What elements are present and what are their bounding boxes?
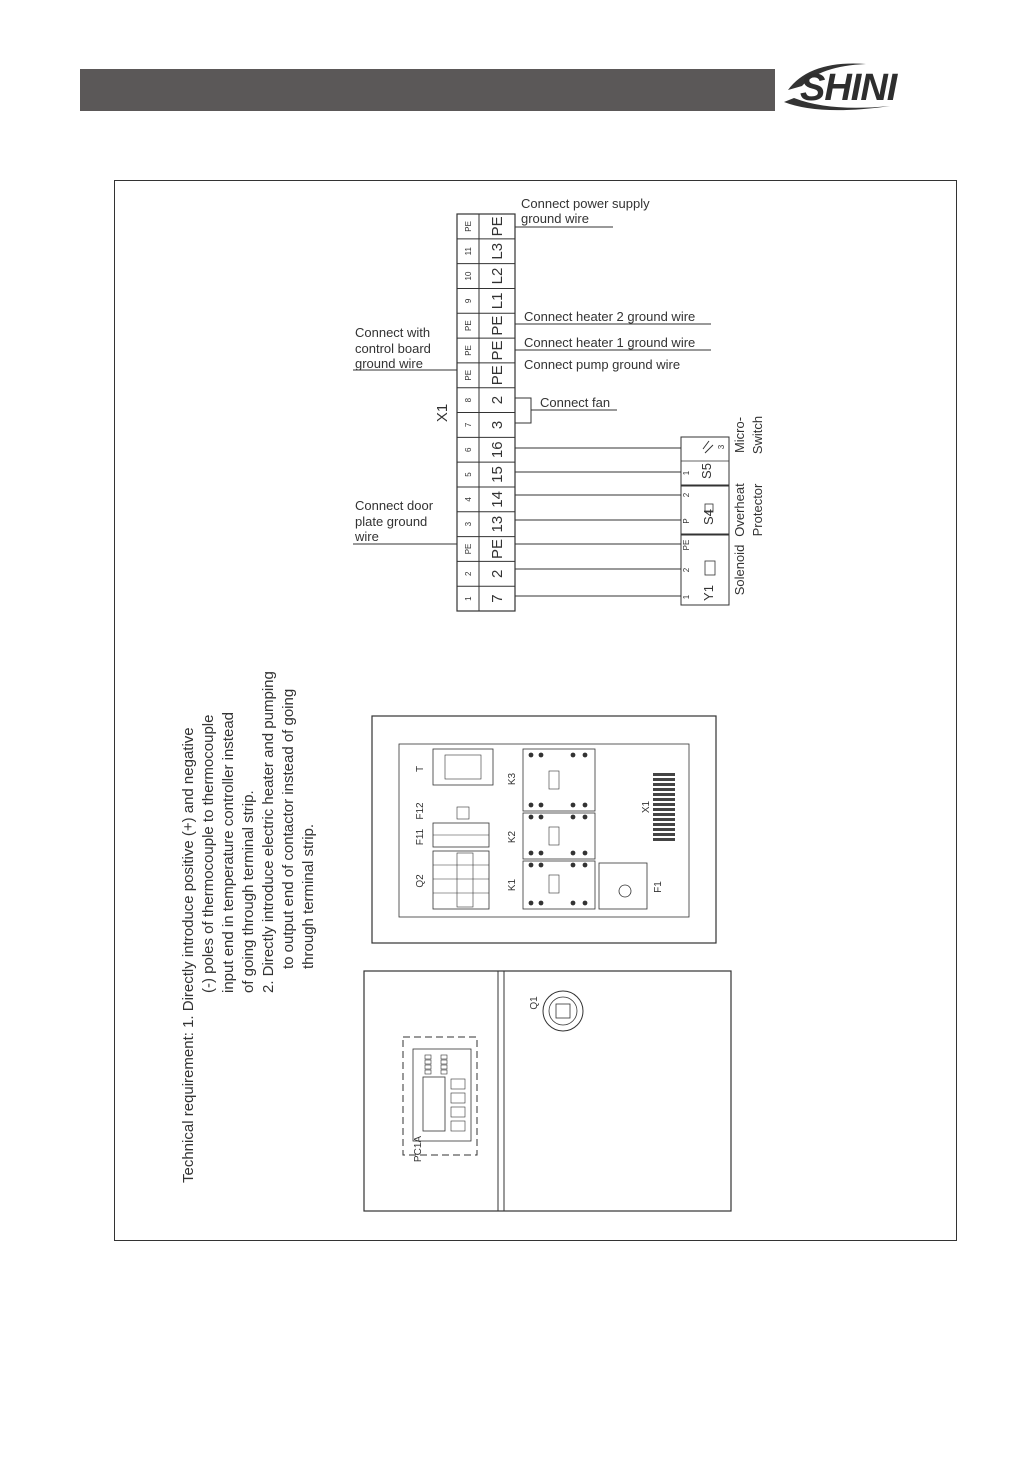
control-board-line2: control board [355,341,431,356]
screw-terminal-icon [529,863,534,868]
screw-terminal-icon [583,851,588,856]
s5-name-line2: Switch [750,415,765,455]
controller-key-icon [451,1107,465,1117]
panel-label-q2: Q2 [415,874,426,888]
terminal-block-slot-icon [653,813,675,816]
panel-label-f1: F1 [653,881,664,893]
terminal-wire-label: L3 [489,242,506,260]
power-ground-annotation [515,196,650,227]
screw-terminal-icon [539,753,544,758]
panel-label-k1: K1 [507,878,518,892]
tech-line-5: 2. Directly introduce electric heater and pumping [260,671,277,993]
pump-ground-annotation [524,357,680,372]
tech-line-4: of going through terminal strip. [240,790,257,993]
y1-pin1: 1 [682,594,691,600]
terminal-wire-label: 3 [489,420,506,430]
terminal-wire-label: 13 [489,515,506,533]
terminal-block-slot-icon [653,798,675,801]
screw-terminal-icon [571,901,576,906]
controller-button-icon [441,1055,447,1059]
terminal-wire-label: 16 [489,441,506,459]
screw-terminal-icon [539,851,544,856]
technical-requirement [180,671,317,1183]
screw-terminal-icon [539,863,544,868]
screw-terminal-icon [571,815,576,820]
screw-terminal-icon [539,815,544,820]
y1-pin2: 2 [682,567,691,573]
screw-terminal-icon [583,901,588,906]
terminal-block-slot-icon [653,808,675,811]
controller-button-icon [441,1060,447,1064]
terminal-number: 9 [464,298,473,304]
terminal-block-slot-icon [653,833,675,836]
controller-button-icon [425,1060,431,1064]
fan-text: Connect fan [540,395,611,410]
screw-terminal-icon [571,753,576,758]
panel-label-k3: K3 [507,772,518,786]
heater1-ground-annotation [515,335,711,350]
screw-terminal-icon [583,863,588,868]
panel-layout [372,716,716,943]
terminal-block-slot-icon [653,828,675,831]
terminal-block-slot-icon [653,788,675,791]
terminal-number: PE [464,221,473,232]
s5-pin3: 3 [717,444,726,450]
panel-label-t: T [415,765,426,773]
door-label-pc: PC1A [413,1135,424,1163]
breaker-q2-icon [433,851,489,909]
device-s5 [681,416,765,485]
controller-button-icon [441,1065,447,1069]
s4-pin-2: 2 [682,492,691,498]
controller-key-icon [451,1093,465,1103]
heater1-ground-text: Connect heater 1 ground wire [524,335,696,350]
terminal-strip-label: X1 [434,403,451,423]
fan-annotation [515,395,617,423]
terminal-wire-label: PE [489,538,506,559]
panel-terminal-block-icon [653,773,675,841]
y1-pin-pe: PE [682,539,691,551]
terminal-block-slot-icon [653,773,675,776]
terminal-block-slot-icon [653,823,675,826]
control-board-line3: ground wire [355,356,423,371]
overload-relay-f1-icon [599,863,647,909]
terminal-wire-label: L1 [489,292,506,310]
heater2-ground-annotation [515,309,711,324]
temperature-controller-icon [413,1049,471,1141]
device-s4 [681,483,765,537]
controller-button-icon [425,1070,431,1074]
terminal-number: 3 [464,521,473,527]
terminal-block-slot-icon [653,838,675,841]
terminal-number: 6 [464,447,473,452]
terminal-number: PE [464,369,473,381]
logo-text: SHINI [800,67,897,109]
terminal-block-slot-icon [653,803,675,806]
power-ground-line2: ground wire [521,211,589,226]
terminal-block-slot-icon [653,793,675,796]
wiring-diagram [115,181,958,1242]
terminal-wire-label: PE [489,365,506,386]
terminal-wire-label: PE [489,340,506,361]
terminal-wire-label: 2 [489,569,506,578]
terminal-wire-label: PE [489,315,506,336]
y1-label: Y1 [701,585,716,601]
terminal-block-slot-icon [653,783,675,786]
terminal-number: PE [464,345,473,356]
terminal-number: 1 [464,596,473,601]
door-plate-line1: Connect door [355,498,434,513]
terminal-number: 8 [464,397,473,403]
screw-terminal-icon [529,815,534,820]
door-panel [364,971,731,1211]
tech-line-6: to output end of contactor instead of going [280,688,297,969]
terminal-number: 7 [464,422,473,428]
terminal-wire-label: 15 [489,466,506,483]
screw-terminal-icon [529,901,534,906]
door-plate-line2: plate ground [355,514,428,529]
controller-button-icon [425,1065,431,1069]
screw-terminal-icon [571,803,576,808]
terminal-block-slot-icon [653,778,675,781]
controller-key-icon [451,1079,465,1089]
controller-key-icon [451,1121,465,1131]
drawing-frame [114,180,957,1241]
terminal-number: 11 [464,247,473,256]
terminal-number: PE [464,543,473,555]
screw-terminal-icon [571,863,576,868]
switch-contact-icon [703,441,713,453]
terminal-block-slot-icon [653,818,675,821]
panel-label-k2: K2 [507,830,518,844]
y1-name: Solenoid [732,544,747,596]
terminal-number: 10 [464,271,473,281]
screw-terminal-icon [583,815,588,820]
screw-terminal-icon [539,901,544,906]
door-plate-ground-annotation [353,498,457,544]
pump-ground-text: Connect pump ground wire [524,357,681,372]
s4-name-line2: Protector [750,483,765,537]
transformer-icon [433,749,493,785]
terminal-number: PE [464,320,473,331]
screw-terminal-icon [583,753,588,758]
tech-line-3: input end in temperature controller instead [220,711,237,993]
terminal-strip-x1 [457,214,515,611]
heater2-ground-text: Connect heater 2 ground wire [524,309,696,324]
panel-label-f12: F12 [415,802,426,820]
door-label-q1: Q1 [529,996,540,1010]
device-y1 [681,535,747,605]
s4-pin-p: P [682,518,691,524]
terminal-number: 5 [464,472,473,477]
screw-terminal-icon [571,851,576,856]
s5-name-line1: Micro- [732,416,747,454]
solenoid-coil-icon [705,561,715,575]
terminal-number: 4 [464,497,473,502]
tech-line-2: (-) poles of thermocouple to thermocouple [200,714,217,993]
terminal-wire-label: PE [489,216,506,237]
terminal-wire-label: L2 [489,267,506,285]
tech-line-1: Technical requirement: 1. Directly introduce positive (+) and negative [180,727,197,1183]
controller-button-icon [425,1055,431,1059]
device-wires [515,448,681,596]
controller-button-icon [441,1070,447,1074]
terminal-wire-label: 14 [489,491,506,508]
control-board-line1: Connect with [355,325,431,340]
s5-label: S5 [699,463,714,479]
s5-pin1: 1 [682,470,691,476]
terminal-wire-label: 2 [489,395,506,405]
door-plate-line3: wire [355,529,379,544]
panel-label-x1: X1 [641,800,652,814]
tech-line-7: through terminal strip. [300,823,317,969]
s4-name-line1: Overheat [732,483,747,537]
header-bar [80,69,775,111]
terminal-number: 2 [464,571,473,577]
control-board-ground-annotation [353,325,457,371]
power-ground-line1: Connect power supply [521,196,650,211]
screw-terminal-icon [529,753,534,758]
screw-terminal-icon [529,851,534,856]
terminal-wire-label: 7 [489,594,506,603]
screw-terminal-icon [539,803,544,808]
screw-terminal-icon [583,803,588,808]
screw-terminal-icon [529,803,534,808]
panel-label-f11: F11 [415,828,426,846]
shini-logo [780,52,950,122]
s4-label: S4 [701,509,716,525]
